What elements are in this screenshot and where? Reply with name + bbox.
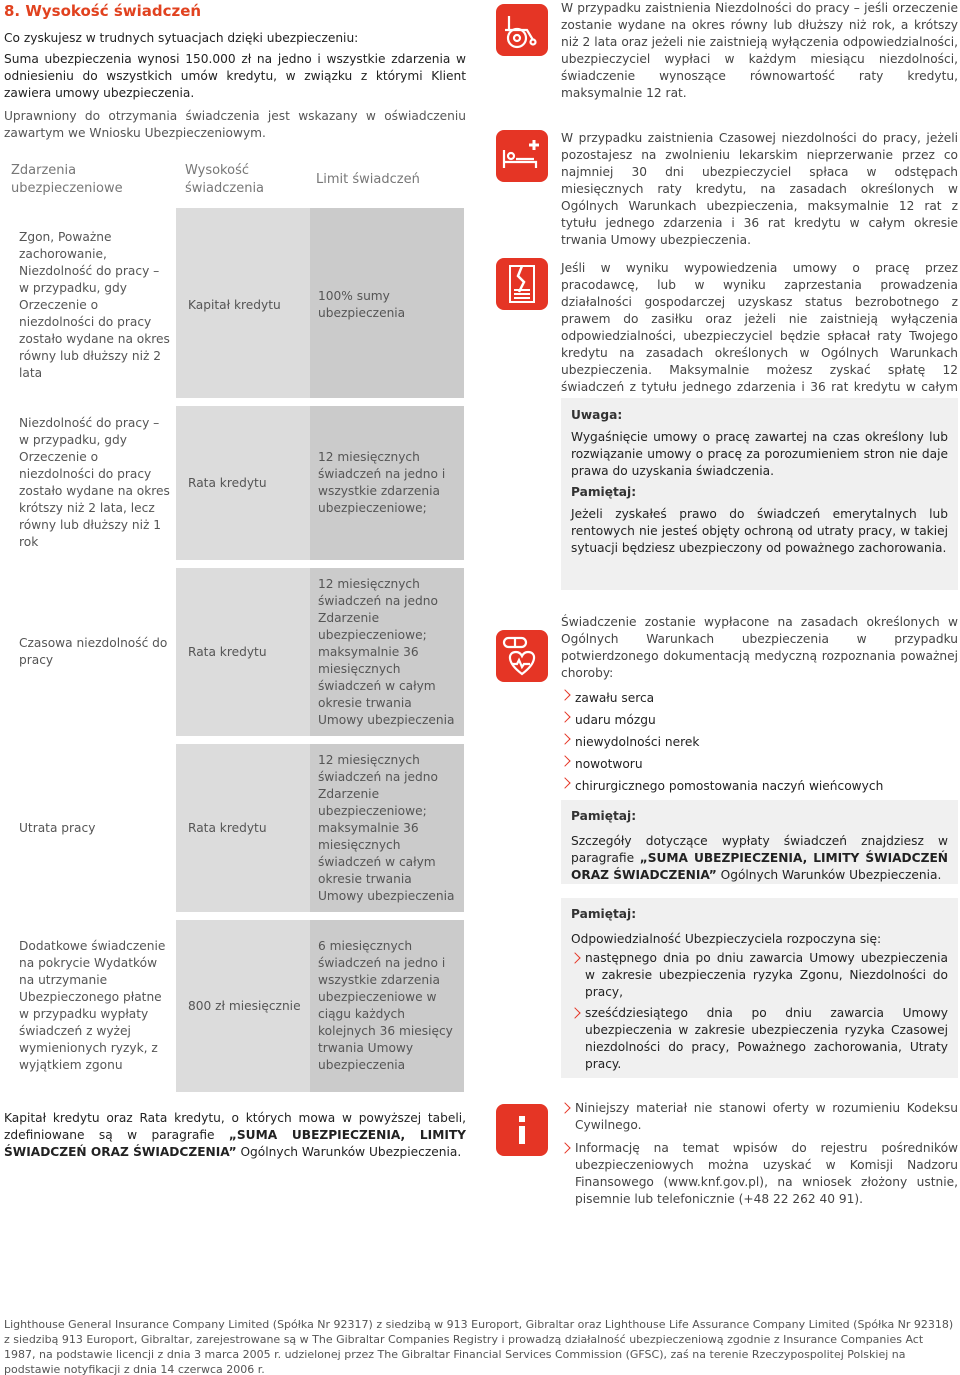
illness-intro: Świadczenie zostanie wypłacone na zasadach określonych w Ogólnych Warunkach ubezpieczenia w przypadku potwierdzonego dokumentacją medyczną rozpoznania poważnej choroby: [561,615,958,680]
list-item: niewydolności nerek [561,731,958,753]
note-text: Jeżeli zyskałeś prawo do świadczeń emerytalnych lub rentowych nie jesteś objęty ochroną od utraty pracy, w takiej sytuacji będziesz ubezpieczony od poważnego zachorowania. [571,507,948,555]
table-row-limit: 12 miesięcznych świadczeń na jedno Zdarzenie ubezpieczeniowe; maksymalnie 36 miesięcznych świadczeń w całym okresie trwania Umowy ubezpieczenia [318,752,455,903]
note-text: Odpowiedzialność Ubezpieczyciela rozpoczyna się: [571,932,882,946]
table-row-amount: 800 zł miesięcznie [188,998,301,1013]
list-item: sześćdziesiątego dnia po dniu zawarcia Umowy ubezpieczenia w zakresie ubezpieczenia ryzyka Czasowej niezdolności do pracy, Poważnego zachorowania, Utraty pracy. [571,1005,948,1073]
info-list [561,1100,958,1208]
responsibility-list [571,950,948,1073]
row-divider [0,560,464,568]
note-box-details [561,800,958,884]
list-item: zawału serca [561,687,958,709]
table-row-amount: Kapitał kredytu [188,297,281,312]
list-item: następnego dnia po dniu zawarcia Umowy ubezpieczenia w zakresie ubezpieczenia ryzyka Zgonu, Niezdolności do pracy, [571,950,948,1001]
list-item: nowotworu [561,753,958,775]
row-divider [0,912,464,920]
job-loss-text: Jeśli w wyniku wypowiedzenia umowy o pracę przez pracodawcę, lub w wyniku zaprzestania prowadzenia działalności gospodarczej uzyskasz status bezrobotnego z prawem do zasiłku oraz jeżeli nie zaistnieją wyłączenia odpowiedzialności, ubezpieczyciel będzie spłacał raty Twojego kredytu na zasadach określonych w Ogólnych Warunkach ubezpieczenia. Maksymalnie możesz zyskać spłatę 12 świadczeń z tytułu jednego zdarzenia i 36 rat kredytu w całym [561,261,958,394]
note-label: Uwaga: [571,408,623,422]
note-text: Szczegóły dotyczące wypłaty świadczeń znajdziesz w paragrafie „SUMA UBEZPIECZENIA, LIMITY ŚWIADCZEŃ ORAZ ŚWIADCZENIA” Ogólnych Warunków Ubezpieczenia. [571,834,948,882]
note-box-responsibility [561,898,958,1078]
hospital-bed-icon [496,130,548,182]
table-row-event: Dodatkowe świadczenie na pokrycie Wydatków na utrzymanie Ubezpieczonego płatne w przypadku wypłaty świadczeń z wyżej wymienionych ryzyk, z wyjątkiem zgonu [19,939,166,1072]
table-row-event: Utrata pracy [19,820,96,835]
note-label: Pamiętaj: [571,907,637,921]
note-label: Pamiętaj: [571,809,637,823]
table-row-event: Zgon, Poważne zachorowanie, Niezdolność do pracy – w przypadku, gdy Orzeczenie o niezdolności do pracy zostało wydane na okres równy lub dłuższy niż 2 lata [19,229,170,380]
list-item: udaru mózgu [561,709,958,731]
intro-text: Co zyskujesz w trudnych sytuacjach dzięki ubezpieczeniu: [4,31,359,45]
list-item: Niniejszy materiał nie stanowi oferty w rozumieniu Kodeksu Cywilnego. [561,1100,958,1134]
table-row-limit: 100% sumy ubezpieczenia [318,289,406,320]
beneficiary-text: Uprawniony do otrzymania świadczenia jest wskazany w oświadczeniu zawartym we Wniosku Ubezpieczeniowym. [4,109,466,140]
note-label: Pamiętaj: [571,485,637,499]
table-row-amount: Rata kredytu [188,644,267,659]
heart-pill-icon [496,630,548,682]
list-item: Informację na temat wpisów do rejestru pośredników ubezpieczeniowych można uzyskać w Komisji Nadzoru Finansowego (www.knf.gov.pl), na wniosek złożony ustnie, pisemnie lub telefonicznie (+48 22 262 40 91). [561,1140,958,1208]
torn-document-icon [496,258,548,310]
table-footnote: Kapitał kredytu oraz Rata kredytu, o których mowa w powyższej tabeli, zdefiniowane są w paragrafie „SUMA UBEZPIECZENIA, LIMITY ŚWIADCZEŃ ORAZ ŚWIADCZENIA” Ogólnych Warunków Ubezpieczenia. [4,1111,466,1159]
note-box-job-loss [561,398,958,590]
row-divider [0,398,464,406]
legal-footer: Lighthouse General Insurance Company Limited (Spółka Nr 92317) z siedzibą w 913 Europort, Gibraltar oraz Lighthouse Life Assurance Company Limited (Spółka Nr 92318) z siedzibą 913 Europort, Gibraltar, zarejestrowane są w The Gibraltar Companies Registry i prowadzą działalność ubezpieczeniową zgodnie z Insurance Companies Act 1987, na podstawie licencji z dnia 3 marca 2005 r. udzielonej przez The Gibraltar Financial Services Commission (GFSC), zaś na terenie Rzeczypospolitej Polskiej na podstawie notyfikacji z dnia 14 czerwca 2006 r. [4,1318,954,1375]
table-header-amount: Wysokość świadczenia [185,163,265,196]
info-icon [496,1104,548,1156]
sum-text: Suma ubezpieczenia wynosi 150.000 zł na jedno i wszystkie zdarzenia w odniesieniu do wszystkich umów kredytu, w związku z którymi Klient zawiera umowy ubezpieczenia. [4,52,466,100]
list-item: chirurgicznego pomostowania naczyń wieńcowych [561,775,958,797]
temporary-disability-text: W przypadku zaistnienia Czasowej niezdolności do pracy, jeżeli pozostajesz na zwolnieniu lekarskim nieprzerwanie przez co najmniej 30 dni ubezpieczyciel spłaca w odstępach miesięcznych raty kredytu, na zasadach określonych w Ogólnych Warunkach ubezpieczenia, maksymalnie 12 rat z tytułu jednego zdarzenia i 36 rat kredytu w całym okresie trwania Umowy ubezpieczenia. [561,131,958,247]
table-header-limit: Limit świadczeń [316,172,420,187]
table-row-amount: Rata kredytu [188,820,267,835]
table-row-event: Niezdolność do pracy – w przypadku, gdy Orzeczenie o niezdolności do pracy zostało wydane na okres krótszy niż 2 lata, lecz równy lub dłuższy niż 1 rok [19,416,170,549]
row-divider [0,736,464,744]
table-row-limit: 6 miesięcznych świadczeń na jedno i wszystkie zdarzenia ubezpieczeniowe w ciągu każdych kolejnych 36 miesięcy trwania Umowy ubezpieczenia [318,939,453,1072]
table-row-amount: Rata kredytu [188,475,267,490]
disability-text: W przypadku zaistnienia Niezdolności do pracy – jeśli orzeczenie zostanie wydane na okres równy lub dłuższy niż rok, a krótszy niż 2 lata oraz jeżeli nie zaistnieją wyłączenia odpowiedzialności, ubezpieczyciel wypłaci w każdym miesiącu niezdolności, świadczenie wynoszące równowartość raty kredytu, maksymalnie 12 rat. [561,1,958,100]
table-row-event: Czasowa niezdolność do pracy [19,636,168,667]
table-row-limit: 12 miesięcznych świadczeń na jedno Zdarzenie ubezpieczeniowe; maksymalnie 36 miesięcznych świadczeń w całym okresie trwania Umowy ubezpieczenia [318,576,455,727]
column-divider [173,208,176,1092]
table-header-events: Zdarzenia ubezpieczeniowe [11,163,123,196]
illness-list [561,687,958,797]
wheelchair-icon [496,4,548,56]
table-row-limit: 12 miesięcznych świadczeń na jedno i wszystkie zdarzenia ubezpieczeniowe; [318,450,446,515]
section-title: 8. Wysokość świadczeń [4,2,202,20]
note-text: Wygaśnięcie umowy o pracę zawartej na czas określony lub rozwiązanie umowy o pracę za porozumieniem stron nie daje prawa do uzyskania świadczenia. [571,430,948,478]
